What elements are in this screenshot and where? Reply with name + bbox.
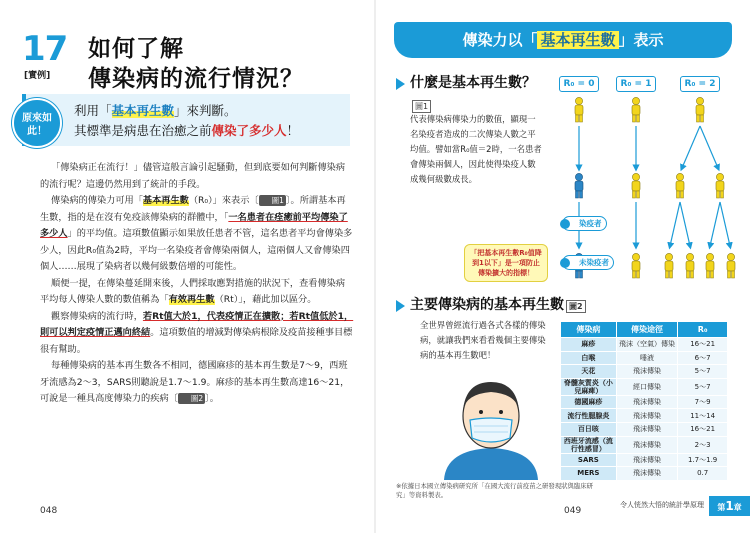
text-run: 傳染病的傳染力可用「 (51, 195, 143, 206)
table-header: 傳染病 (561, 322, 617, 338)
chapter-number: 17 (22, 29, 68, 69)
table-row (561, 467, 728, 481)
paragraph-5 (40, 358, 354, 408)
uninfected-person-icon (575, 173, 583, 198)
legend-infected: 染疫者 (562, 216, 607, 231)
table-cell: 飛沫傳染 (616, 453, 678, 467)
paragraph-4 (40, 309, 354, 359)
paragraph-3 (40, 276, 354, 309)
transmission-diagram (376, 0, 750, 300)
r0-label-1: R₀ = 1 (616, 76, 656, 92)
table-cell: 天花 (561, 365, 617, 379)
table-cell: 流行性腮腺炎 (561, 409, 617, 423)
summary-text: 」來判斷。 (174, 103, 237, 118)
table-cell: 脊髓灰質炎（小兒麻痺） (561, 378, 617, 395)
chapter-tag: [實例] (24, 71, 51, 81)
table-cell: 經口傳染 (616, 378, 678, 395)
table-cell: 飛沫傳染 (616, 395, 678, 409)
banner-keyword: 基本再生數 (537, 31, 618, 49)
infected-person-icon (665, 253, 673, 278)
section-1-title-text: 什麼是基本再生數？ (410, 75, 536, 91)
table-cell: 百日咳 (561, 422, 617, 436)
table-cell: 飛沫（空氣）傳染 (616, 338, 678, 352)
table-cell: 16〜21 (678, 338, 728, 352)
summary-emphasis: 傳染了多少人 (211, 123, 287, 138)
section-1-text: 代表傳染病傳染力的數值，顯現一名染疫者造成的二次傳染人數之平均值。譬如當R₀值＝2時，一名患者會傳染兩個人，因此使得染疫人數成幾何級數成長。 (410, 114, 542, 184)
infected-person-icon (686, 253, 694, 278)
table-row (561, 395, 728, 409)
page-title-line1: 如何了解 (88, 36, 184, 62)
arrow-icon (710, 202, 720, 246)
text-run: 觀察傳染病的流行時， (51, 310, 143, 322)
text-run: （Rt）」，藉此加以區分。 (214, 294, 317, 305)
table-row (561, 453, 728, 467)
summary-text: 利用「 (74, 103, 112, 118)
table-row (561, 338, 728, 352)
infected-person-icon (575, 97, 583, 122)
summary-text: 其標準是病患在治癒之前 (74, 123, 212, 138)
figure-tag-text: 圖1 (412, 100, 431, 113)
arrow-icon (670, 202, 680, 246)
table-cell: 德國麻疹 (561, 395, 617, 409)
table-row (561, 409, 728, 423)
summary-keyword: 基本再生數 (111, 103, 175, 118)
infected-person-icon (727, 253, 735, 278)
chapter-tab-text: 第 (717, 503, 726, 512)
text-run: 〕。所謂基本再生數，指的是在沒有免疫該傳染病的群體中，「 (40, 195, 346, 223)
table-cell: 6〜7 (678, 351, 728, 365)
text-run: 每種傳染病的基本再生數各不相同，德國麻疹的基本再生數是7～9，西班牙流感為2～3，SARS則聽說是1.7～1.9。麻疹的基本再生數高達16～21，可說是一種具高度傳染力的疾病〔 (40, 360, 350, 404)
infected-person-icon (696, 97, 704, 122)
infected-person-icon (632, 173, 640, 198)
text-run: 」的平均值。這項數值顯示如果放任患者不管，這名患者平均會傳染多少人，因此R₀值為2時，平均一名染疫者會傳染兩個人，這兩個人又會傳染四個人……展現了染病者以幾何級數倍增的可能性。 (40, 228, 353, 272)
table-header-row (561, 322, 728, 338)
table-header: R₀ (678, 322, 728, 338)
table-cell: 飛沫傳染 (616, 409, 678, 423)
table-cell: 白喉 (561, 351, 617, 365)
table-row (561, 351, 728, 365)
summary-line-1 (74, 101, 237, 119)
text-run: 〕。 (205, 393, 219, 404)
page-number-left: 048 (40, 506, 58, 516)
section-2-title-text: 主要傳染病的基本再生數 (410, 297, 564, 313)
keyword-highlight: 有效再生數 (168, 294, 215, 305)
r0-table (560, 321, 728, 481)
arrow-icon (682, 126, 700, 168)
text-run: 順便一提，在傳染蔓延開來後，人們採取應對措施的狀況下，查看傳染病平均每人傳染人數的數值稱為「 (40, 277, 346, 305)
masked-person-illustration (436, 370, 546, 480)
table-cell: 16〜21 (678, 422, 728, 436)
keyword-highlight: 基本再生數 (142, 195, 189, 206)
page-number-right: 049 (564, 506, 582, 516)
r0-label-0: R₀ = 0 (559, 76, 599, 92)
table-cell: 5〜7 (678, 378, 728, 395)
page-title-line2: 傳染病的流行情況？ (88, 66, 304, 92)
arrow-icon (680, 202, 690, 246)
left-page (0, 0, 374, 533)
table-row (561, 365, 728, 379)
arrow-icon (700, 126, 718, 168)
infected-person-icon (676, 173, 684, 198)
paragraph-1: 「傳染病正在流行！」儘管這般言論引起騷動，但到底要如何判斷傳染病的流行呢？這邊仍然用到了統計的手段。 (40, 162, 346, 190)
infected-person-icon (632, 253, 640, 278)
chapter-tab-number: 1 (725, 499, 734, 513)
summary-badge: 原來如此！ (12, 98, 62, 148)
table-cell: 飛沫傳染 (616, 422, 678, 436)
table-cell: 飛沫傳染 (616, 467, 678, 481)
table-row (561, 436, 728, 453)
keyword-underline: 若Rt值大於1，代表疫情正在擴散；若Rt值低於1，則可以判定疫情正邁向終結 (40, 310, 354, 338)
table-cell: 1.7〜1.9 (678, 453, 728, 467)
summary-text: ！ (286, 123, 300, 138)
figure-tag-2: 圖2 (566, 300, 586, 313)
table-cell: 5〜7 (678, 365, 728, 379)
table-header: 傳染途徑 (616, 322, 678, 338)
infected-person-icon (706, 253, 714, 278)
banner-text: 」表示 (618, 31, 664, 49)
table-cell: 飛沫傳染 (616, 365, 678, 379)
table-cell: 7〜9 (678, 395, 728, 409)
chapter-tab-text: 章 (733, 503, 742, 512)
arrow-icon (720, 202, 730, 246)
warning-note: 「把基本再生數R₀值降到1以下」是一項防止傳染擴大的指標！ (464, 244, 548, 282)
source-note: ※依據日本國立傳染病研究所「在國大流行前疫苗之研發現狀與臨床研究」等資料製表。 (396, 482, 594, 499)
table-row (561, 422, 728, 436)
legend-uninfected: 未染疫者 (562, 255, 614, 270)
body-text (40, 160, 354, 408)
table-cell: 0.7 (678, 467, 728, 481)
table-cell: 飛沫傳染 (616, 436, 678, 453)
r0-label-2: R₀ = 2 (680, 76, 720, 92)
bullet-triangle-icon (396, 300, 405, 312)
table-cell: 唾液 (616, 351, 678, 365)
right-page (376, 0, 750, 533)
keyword-underline: 一名患者在痊癒前平均傳染了多少人 (40, 211, 348, 239)
infected-person-icon (632, 97, 640, 122)
section-2-text: 全世界曾經流行過各式各樣的傳染病，就讓我們來看看幾個主要傳染病的基本再生數吧！ (420, 320, 546, 360)
book-title-footer: 令人恍然大悟的統計學原理 (620, 501, 704, 509)
summary-line-2 (74, 121, 299, 139)
table-cell: 西班牙流感（流行性感冒） (561, 436, 617, 453)
paragraph-2 (40, 193, 354, 276)
table-cell: SARS (561, 453, 617, 467)
figure-reference: 圖2 (178, 393, 205, 404)
text-run: （R₀）」來表示〔 (188, 195, 259, 206)
figure-reference: 圖1 (259, 195, 286, 206)
table-cell: 麻疹 (561, 338, 617, 352)
text-run: 。這項數值的增減對傳染病根除及疫苗接種事目標很有幫助。 (40, 327, 353, 355)
table-row (561, 378, 728, 395)
banner-text: 傳染力以「 (462, 31, 538, 49)
table-cell: 11〜14 (678, 409, 728, 423)
section-2-title (410, 294, 586, 314)
table-cell: MERS (561, 467, 617, 481)
infected-person-icon (716, 173, 724, 198)
table-cell: 2〜3 (678, 436, 728, 453)
chapter-tab (709, 496, 750, 516)
